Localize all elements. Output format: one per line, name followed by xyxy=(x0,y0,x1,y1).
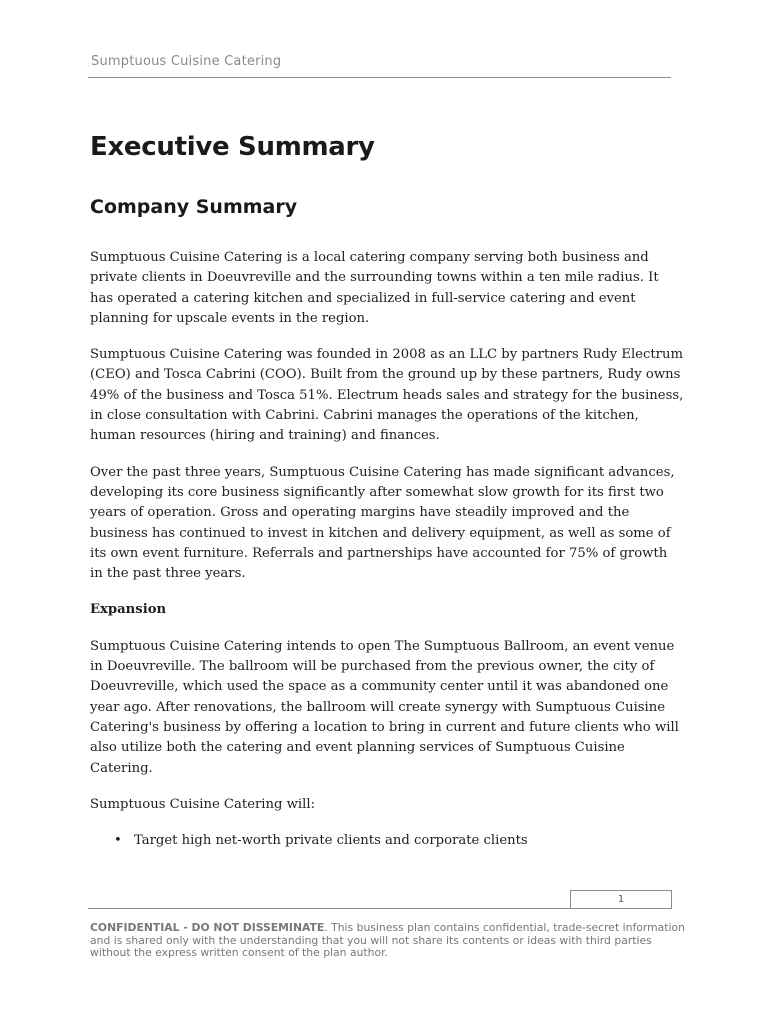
document-body xyxy=(90,248,684,851)
bullet-list xyxy=(90,831,684,851)
paragraph: Sumptuous Cuisine Catering intends to open The Sumptuous Ballroom, an event venue in Doeuvreville. The ballroom will be purchased from the previous owner, the city of Doeuvreville, which used the space as a community center until it was abandoned one year ago. After renovations, the ballroom will create synergy with Sumptuous Cuisine Catering's business by offering a location to bring in current and future clients who will also utilize both the catering and event planning services of Sumptuous Cuisine Catering. xyxy=(90,638,679,776)
page-number-box xyxy=(570,890,672,909)
confidential-notice: . This business plan contains confidential, trade-secret information and is shared only with the understanding that you will not share its contents or ideas with third parties without the express written consent of the plan author. xyxy=(90,921,685,959)
bullet-icon: • xyxy=(114,833,122,849)
paragraph: Over the past three years, Sumptuous Cuisine Catering has made significant advances, developing its core business significantly after somewhat slow growth for its first two years of operation. Gross and operating margins have steadily improved and the business has continued to invest in kitchen and delivery equipment, as well as some of its own event furniture. Referrals and partnerships have accounted for 75% of growth in the past three years. xyxy=(90,464,675,582)
confidential-label: CONFIDENTIAL - DO NOT DISSEMINATE xyxy=(90,921,325,934)
header-divider xyxy=(88,77,671,78)
subsection-title: Expansion xyxy=(90,602,167,618)
page-title: Executive Summary xyxy=(90,132,375,162)
section-title: Company Summary xyxy=(90,196,298,218)
paragraph: Sumptuous Cuisine Catering will: xyxy=(90,796,316,812)
list-item xyxy=(114,831,684,851)
confidentiality-footer xyxy=(90,922,690,960)
paragraph: Sumptuous Cuisine Catering was founded in 2008 as an LLC by partners Rudy Electrum (CEO) and Tosca Cabrini (COO). Built from the ground up by these partners, Rudy owns 49% of the business and Tosca 51%. Electrum heads sales and strategy for the business, in close consultation with Cabrini. Cabrini manages the operations of the kitchen, human resources (hiring and training) and finances. xyxy=(90,347,684,444)
page-number: 1 xyxy=(617,894,625,905)
paragraph: Sumptuous Cuisine Catering is a local catering company serving both business and private clients in Doeuvreville and the surrounding towns within a ten mile radius. It has operated a catering kitchen and specialized in full-service catering and event planning for upscale events in the region. xyxy=(90,250,659,326)
footer-divider xyxy=(88,908,671,909)
list-item-text: Target high net-worth private clients and corporate clients xyxy=(134,833,528,849)
running-header: Sumptuous Cuisine Catering xyxy=(91,54,282,69)
